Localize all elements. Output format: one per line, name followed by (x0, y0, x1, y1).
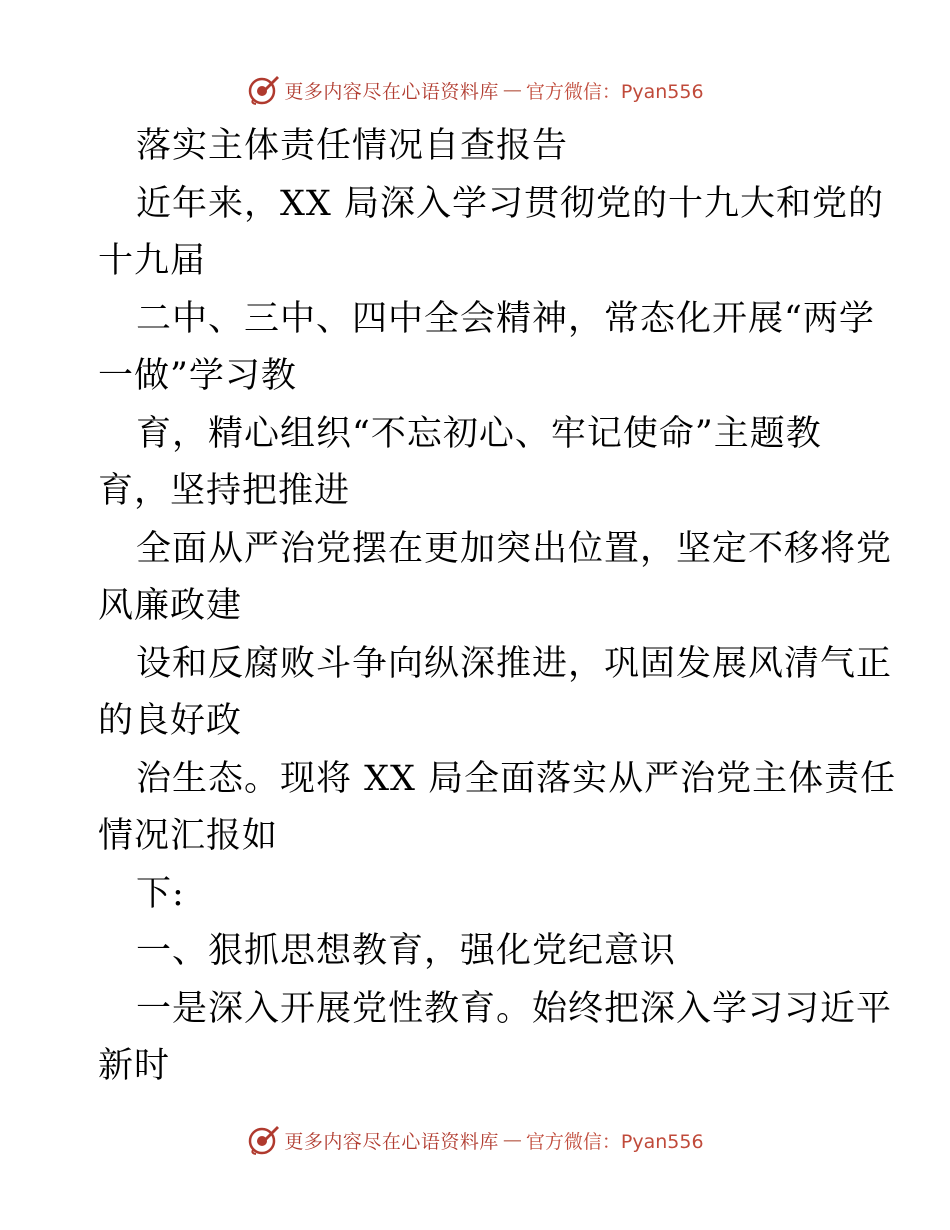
watermark-contact-text: 官方微信：Pyan556 (525, 80, 704, 103)
watermark-site-text: 更多内容尽在心语资料库 (284, 80, 499, 103)
document-line: 设和反腐败斗争向纵深推进，巩固发展风清气正 (136, 643, 893, 684)
watermark-site-text: 更多内容尽在心语资料库 (284, 1130, 499, 1153)
document-line: 情况汇报如 (98, 816, 279, 856)
document-line: 全面从严治党摆在更加突出位置，坚定不移将党 (136, 528, 893, 569)
document-line: 的良好政 (98, 701, 243, 741)
document-body (98, 118, 897, 1096)
document-line: 治生态。现将 XX 局全面落实从严治党主体责任 (136, 758, 897, 799)
document-line: 一是深入开展党性教育。始终把深入学习习近平 (136, 988, 893, 1029)
document-line: 二中、三中、四中全会精神，常态化开展“两学 (136, 298, 875, 339)
header-watermark (0, 70, 950, 110)
document-line: 近年来，XX 局深入学习贯彻党的十九大和党的 (136, 183, 884, 224)
document-line: 落实主体责任情况自查报告 (136, 126, 569, 166)
pen-circle-logo-icon (246, 1123, 280, 1157)
pen-circle-logo-icon (246, 73, 280, 107)
document-line: 育，精心组织“不忘初心、牢记使命”主题教 (136, 413, 822, 454)
document-line: 十九届 (98, 241, 207, 281)
document-line: 一、狠抓思想教育，强化党纪意识 (136, 931, 677, 971)
document-line: 风廉政建 (98, 586, 243, 626)
watermark-content (246, 73, 703, 107)
watermark-dash: — (502, 1129, 522, 1151)
document-line: 一做”学习教 (98, 356, 297, 396)
document-line: 新时 (98, 1046, 171, 1086)
document-line: 育，坚持把推进 (98, 471, 351, 511)
document-line: 下: (136, 873, 185, 914)
watermark-dash: — (502, 79, 522, 101)
watermark-contact-text: 官方微信：Pyan556 (525, 1130, 704, 1153)
watermark-content (246, 1123, 703, 1157)
footer-watermark (0, 1120, 950, 1160)
